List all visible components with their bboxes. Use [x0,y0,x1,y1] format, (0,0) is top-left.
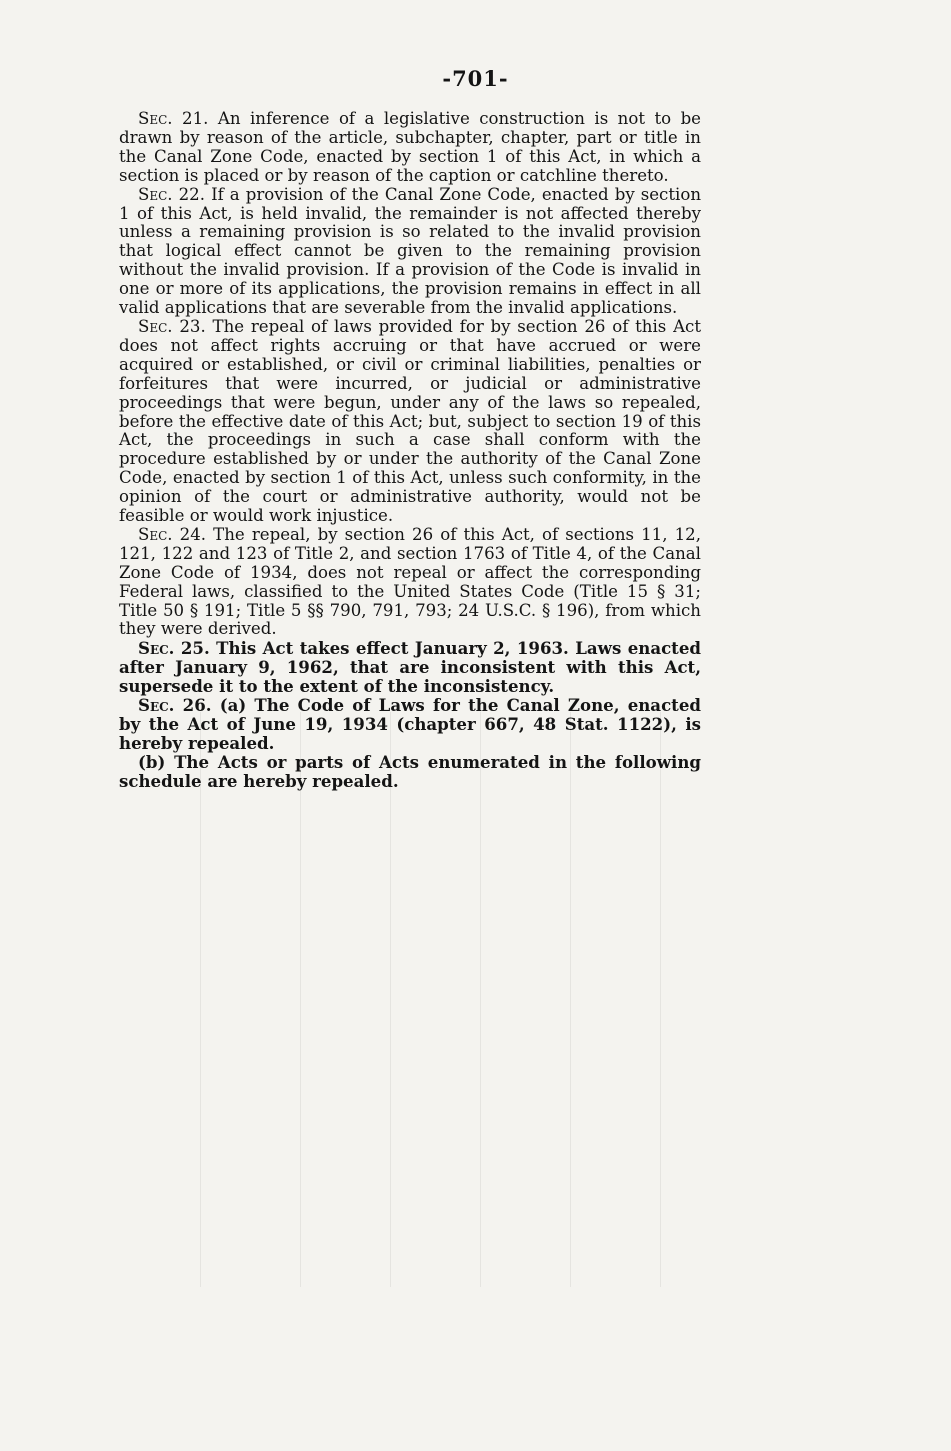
section-text: The repeal, by section 26 of this Act, of sections 11, 12, 121, 122 and 123 of Title 2, and section 1763 of Title 4, of the Canal Zone Code of 1934, does not repeal or affect the corresponding Federal laws, classified to the United States Code (Title 15 § 31; Title 50 § 191; Title 5 §§ 790, 791, 793; 24 U.S.C. § 196), from which they were derived. [119,524,701,639]
section-text: (a) The Code of Laws for the Canal Zone, enacted by the Act of June 19, 1934 (chapter 667, 48 Stat. 1122), is hereby repealed. [119,695,701,753]
section-label: Sec. 25. [138,638,210,659]
section-26b-paragraph [119,753,701,791]
section-label: Sec. 26. [138,695,212,716]
section-25-paragraph [119,639,701,696]
section-24-paragraph [119,526,701,639]
section-text: If a provision of the Canal Zone Code, enacted by section 1 of this Act, is held invalid, the remainder is not affected thereby unless a remaining provision is so related to the invalid provision that logical effect cannot be given to the remaining provision without the invalid provision. If a provision of the Code is invalid in one or more of its applications, the provision remains in effect in all valid applications that are severable from the invalid applications. [119,184,702,318]
section-text: (b) The Acts or parts of Acts enumerated in the following schedule are hereby repealed. [119,751,701,791]
section-text: The repeal of laws provided for by section 26 of this Act does not affect rights accruing or that have accrued or were acquired or established, or civil or criminal liabilities, penalties or forfeitures that were incurred, or judicial or administrative proceedings that were begun, under any of the laws so repealed, before the effective date of this Act; but, subject to section 19 of this Act, the proceedings in such a case shall conform with the procedure established by or under the authority of the Canal Zone Code, enacted by section 1 of this Act, unless such conformity, in the opinion of the court or administrative authority, would not be feasible or would work injustice. [119,316,702,526]
section-text: An inference of a legislative construction is not to be drawn by reason of the article, subchapter, chapter, part or title in the Canal Zone Code, enacted by section 1 of this Act, in which a section is placed or by reason of the caption or catchline thereto. [119,109,702,185]
section-text: This Act takes effect January 2, 1963. Laws enacted after January 9, 1962, that are inconsistent with this Act, supersede it to the extent of the inconsistency. [119,638,701,697]
body-text [119,110,701,791]
bleed-through-table [120,712,720,1287]
section-26a-paragraph [119,696,701,753]
section-label: Sec. 21. [138,109,209,128]
section-label: Sec. 24. [138,524,207,544]
section-22-paragraph [119,186,701,318]
section-23-paragraph [119,318,701,526]
section-label: Sec. 23. [138,316,206,336]
section-label: Sec. 22. [138,184,206,204]
page-number: -701- [442,66,509,91]
section-21-paragraph [119,110,701,186]
